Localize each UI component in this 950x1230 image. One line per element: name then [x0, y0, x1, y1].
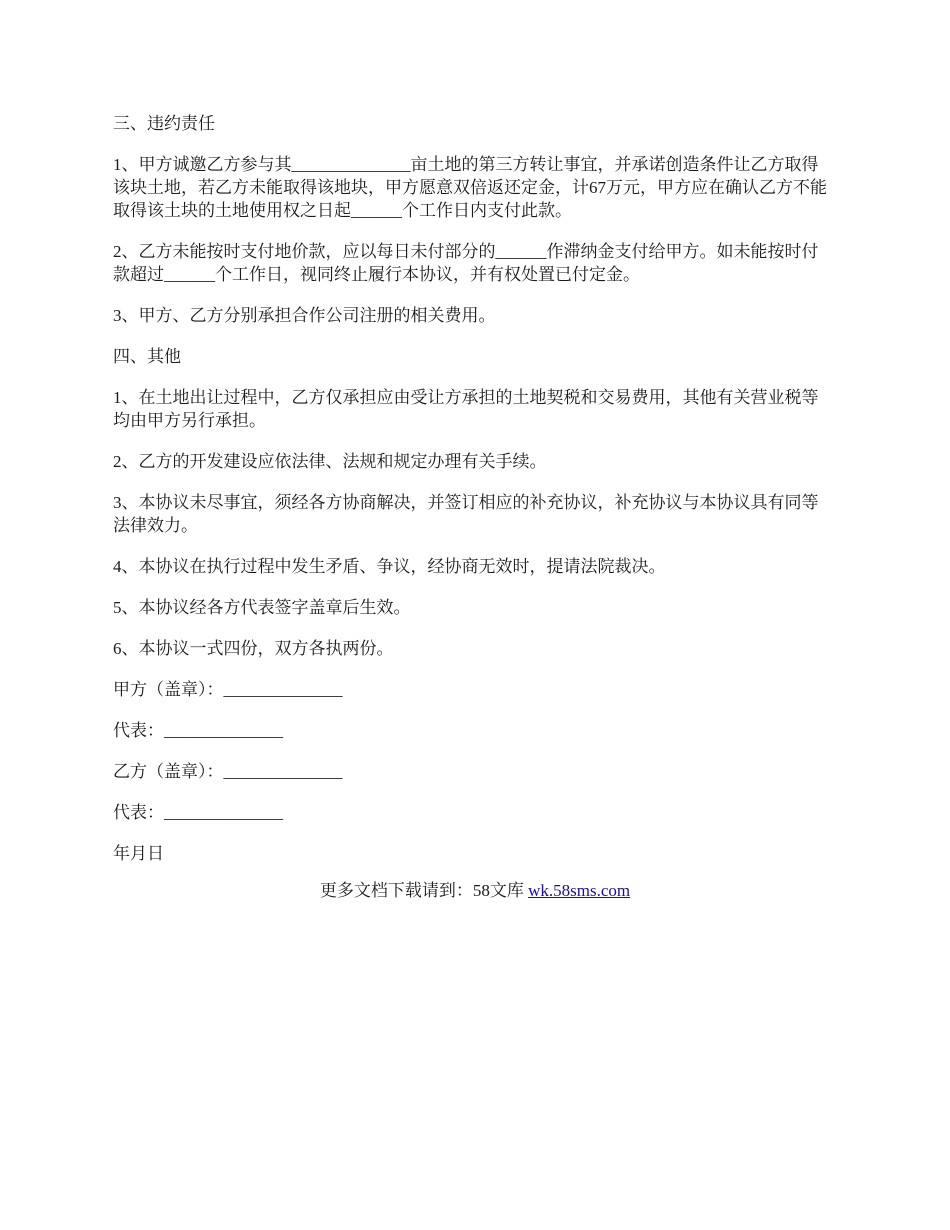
- party-a-seal-line: 甲方（盖章）：______________: [113, 680, 343, 699]
- clause-paragraph: 1、甲方诚邀乙方参与其______________亩土地的第三方转让事宜，并承诺创造条件让乙方取得该块土地，若乙方未能取得该地块，甲方愿意双倍返还定金，计67万元，甲方应在确认乙方不能取得该土块的土地使用权之日起______个工作日内支付此款。: [113, 155, 827, 220]
- clause-paragraph: 2、乙方未能按时支付地价款，应以每日未付部分的______作滞纳金支付给甲方。如未能按时付款超过______个工作日，视同终止履行本协议，并有权处置已付定金。: [113, 242, 819, 284]
- section-heading-breach-liability: 三、违约责任: [113, 114, 215, 133]
- date-line: 年月日: [113, 844, 164, 863]
- clause-paragraph: 4、本协议在执行过程中发生矛盾、争议，经协商无效时，提请法院裁决。: [113, 557, 666, 576]
- footer-site-link[interactable]: wk.58sms.com: [528, 881, 631, 900]
- clause-paragraph: 6、本协议一式四份，双方各执两份。: [113, 639, 394, 658]
- clause-paragraph: 3、甲方、乙方分别承担合作公司注册的相关费用。: [113, 306, 496, 325]
- footer-prefix: 更多文档下载请到：58文库: [319, 881, 529, 900]
- party-b-representative-line: 代表：______________: [113, 803, 283, 822]
- clause-paragraph: 2、乙方的开发建设应依法律、法规和规定办理有关手续。: [113, 452, 547, 471]
- clause-paragraph: 5、本协议经各方代表签字盖章后生效。: [113, 598, 411, 617]
- party-b-seal-line: 乙方（盖章）：______________: [113, 762, 343, 781]
- clause-paragraph: 3、本协议未尽事宜，须经各方协商解决，并签订相应的补充协议，补充协议与本协议具有同等法律效力。: [113, 493, 819, 535]
- document-body: [113, 112, 833, 883]
- party-a-representative-line: 代表：______________: [113, 721, 283, 740]
- download-footer: [0, 879, 950, 902]
- clause-paragraph: 1、在土地出让过程中，乙方仅承担应由受让方承担的土地契税和交易费用，其他有关营业税等均由甲方另行承担。: [113, 388, 819, 430]
- section-heading-other: 四、其他: [113, 347, 181, 366]
